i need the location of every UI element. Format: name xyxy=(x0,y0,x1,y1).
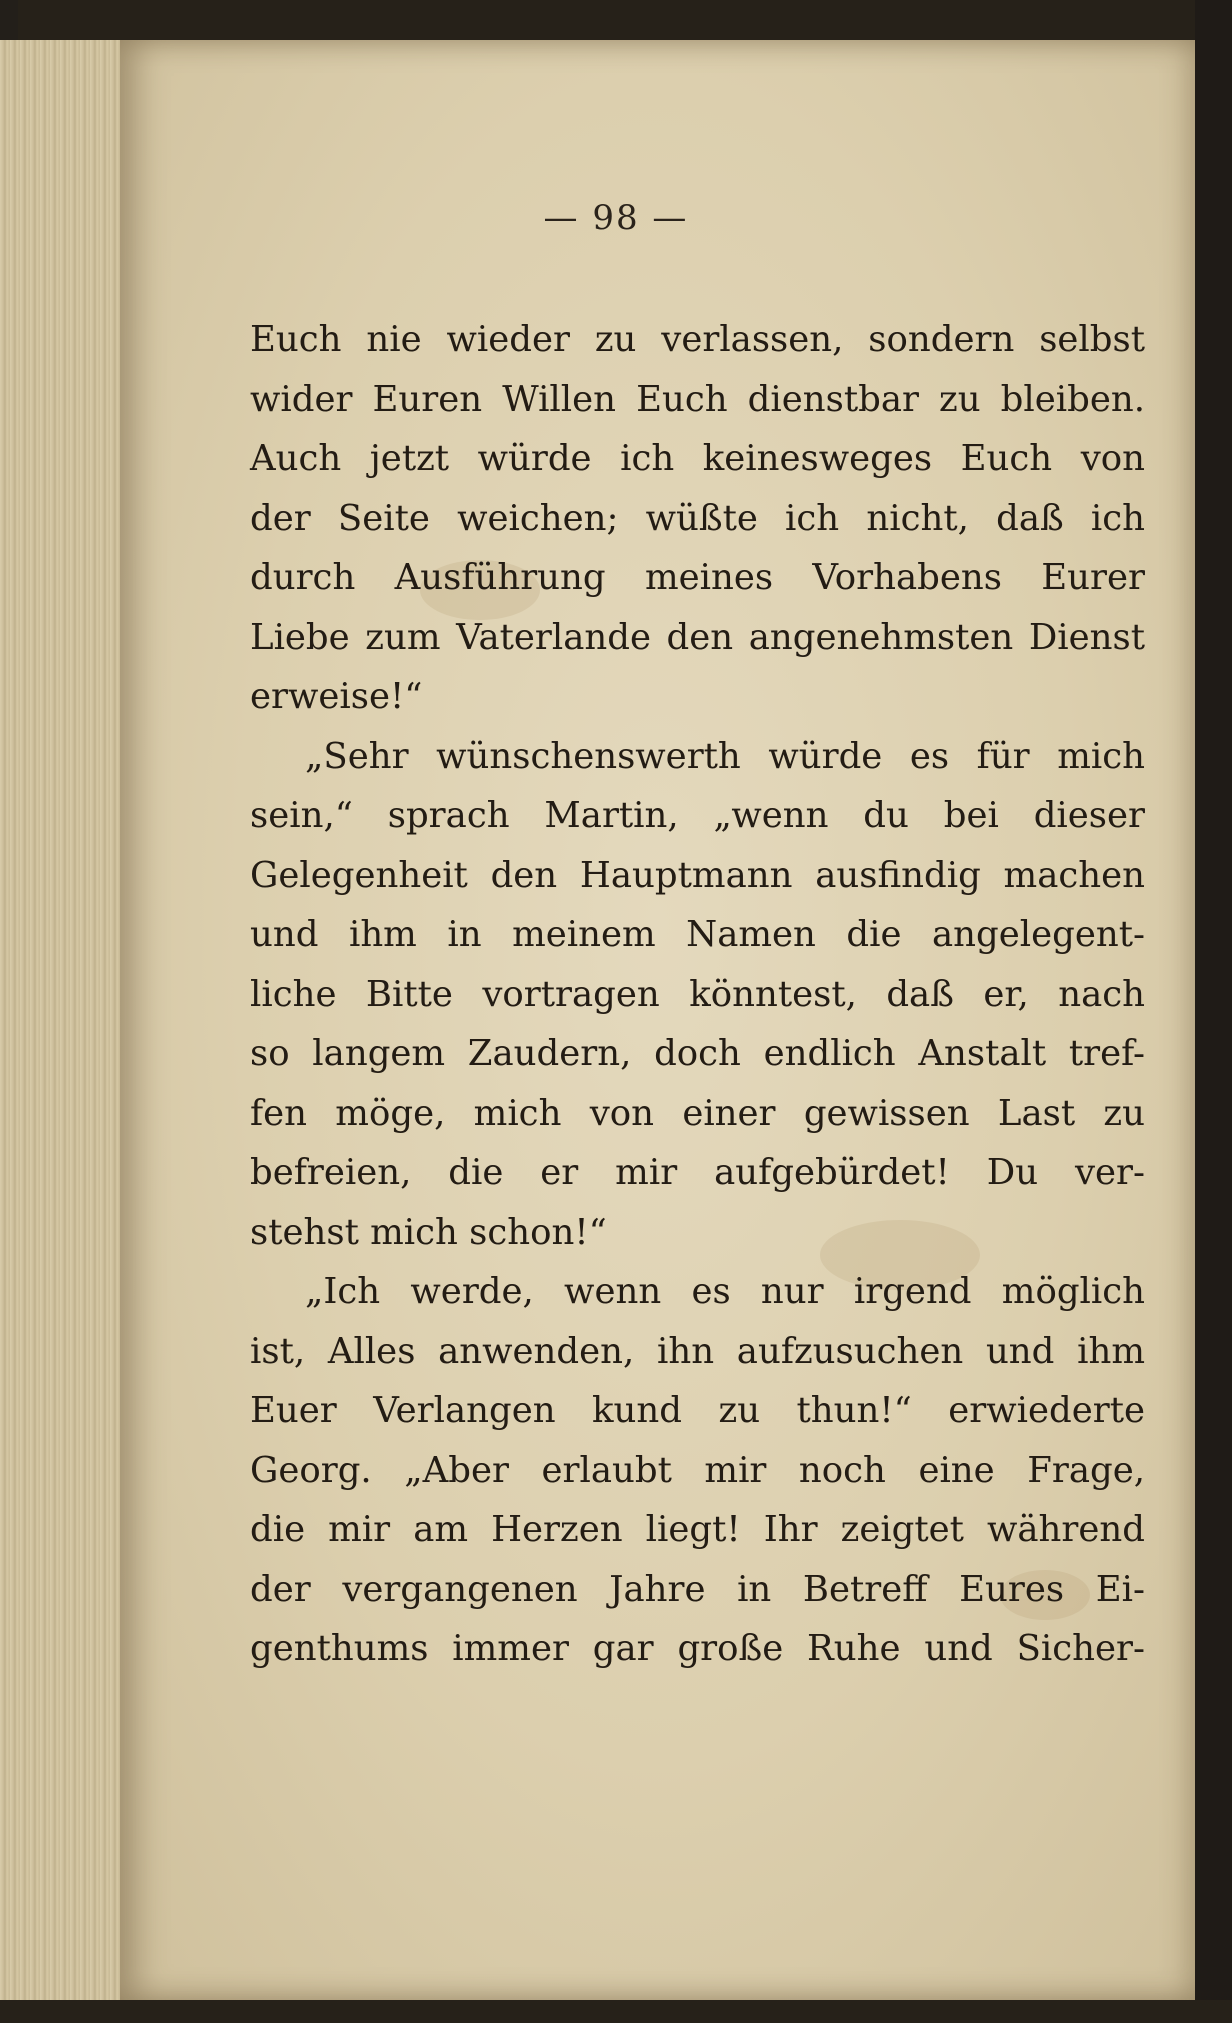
text-line: genthums immer gar große Ruhe und Sicher- xyxy=(250,1628,1145,1669)
text-line: Georg. „Aber erlaubt mir noch eine Frage, xyxy=(250,1449,1145,1491)
text-line: liche Bitte vortragen könntest, daß er, nach xyxy=(250,973,1145,1015)
scan-background-bottom xyxy=(0,2000,1232,2023)
text-line: Euch nie wieder zu verlassen, sondern selbst xyxy=(250,319,1145,360)
text-line: wider Euren Willen Euch dienstbar zu bleiben. xyxy=(250,378,1145,420)
text-line: die mir am Herzen liegt! Ihr zeigtet während xyxy=(250,1509,1145,1550)
text-line: Euer Verlangen kund zu thun!“ erwiederte xyxy=(250,1390,1145,1431)
text-line: „Ich werde, wenn es nur irgend möglich xyxy=(305,1271,1145,1312)
text-line: so langem Zaudern, doch endlich Anstalt tref- xyxy=(250,1033,1145,1074)
text-line: Liebe zum Vaterlande den angenehmsten Dienst xyxy=(250,616,1145,658)
text-line: sein,“ sprach Martin, „wenn du bei dieser xyxy=(250,795,1145,836)
text-line: fen möge, mich von einer gewissen Last zu xyxy=(250,1092,1145,1134)
scan-background-top xyxy=(0,0,1232,40)
text-line: erweise!“ xyxy=(250,676,423,717)
text-line: Gelegenheit den Hauptmann ausfindig machen xyxy=(250,854,1145,896)
text-line: ist, Alles anwenden, ihn aufzusuchen und ihm xyxy=(250,1330,1145,1372)
text-line: und ihm in meinem Namen die angelegent- xyxy=(250,914,1145,955)
text-line: Auch jetzt würde ich keinesweges Euch von xyxy=(250,438,1145,479)
text-line: der vergangenen Jahre in Betreff Eures Ei- xyxy=(250,1568,1145,1610)
text-line: „Sehr wünschenswerth würde es für mich xyxy=(305,735,1145,777)
text-line: befreien, die er mir aufgebürdet! Du ver- xyxy=(250,1152,1145,1193)
body-text xyxy=(250,310,1145,1679)
text-line: durch Ausführung meines Vorhabens Eurer xyxy=(250,557,1145,598)
text-line: stehst mich schon!“ xyxy=(250,1211,607,1253)
text-line: der Seite weichen; wüßte ich nicht, daß ich xyxy=(250,497,1145,539)
page-number: — 98 — xyxy=(543,198,689,238)
book-page-edges xyxy=(0,40,122,2000)
scan-background-right xyxy=(1195,0,1232,2023)
